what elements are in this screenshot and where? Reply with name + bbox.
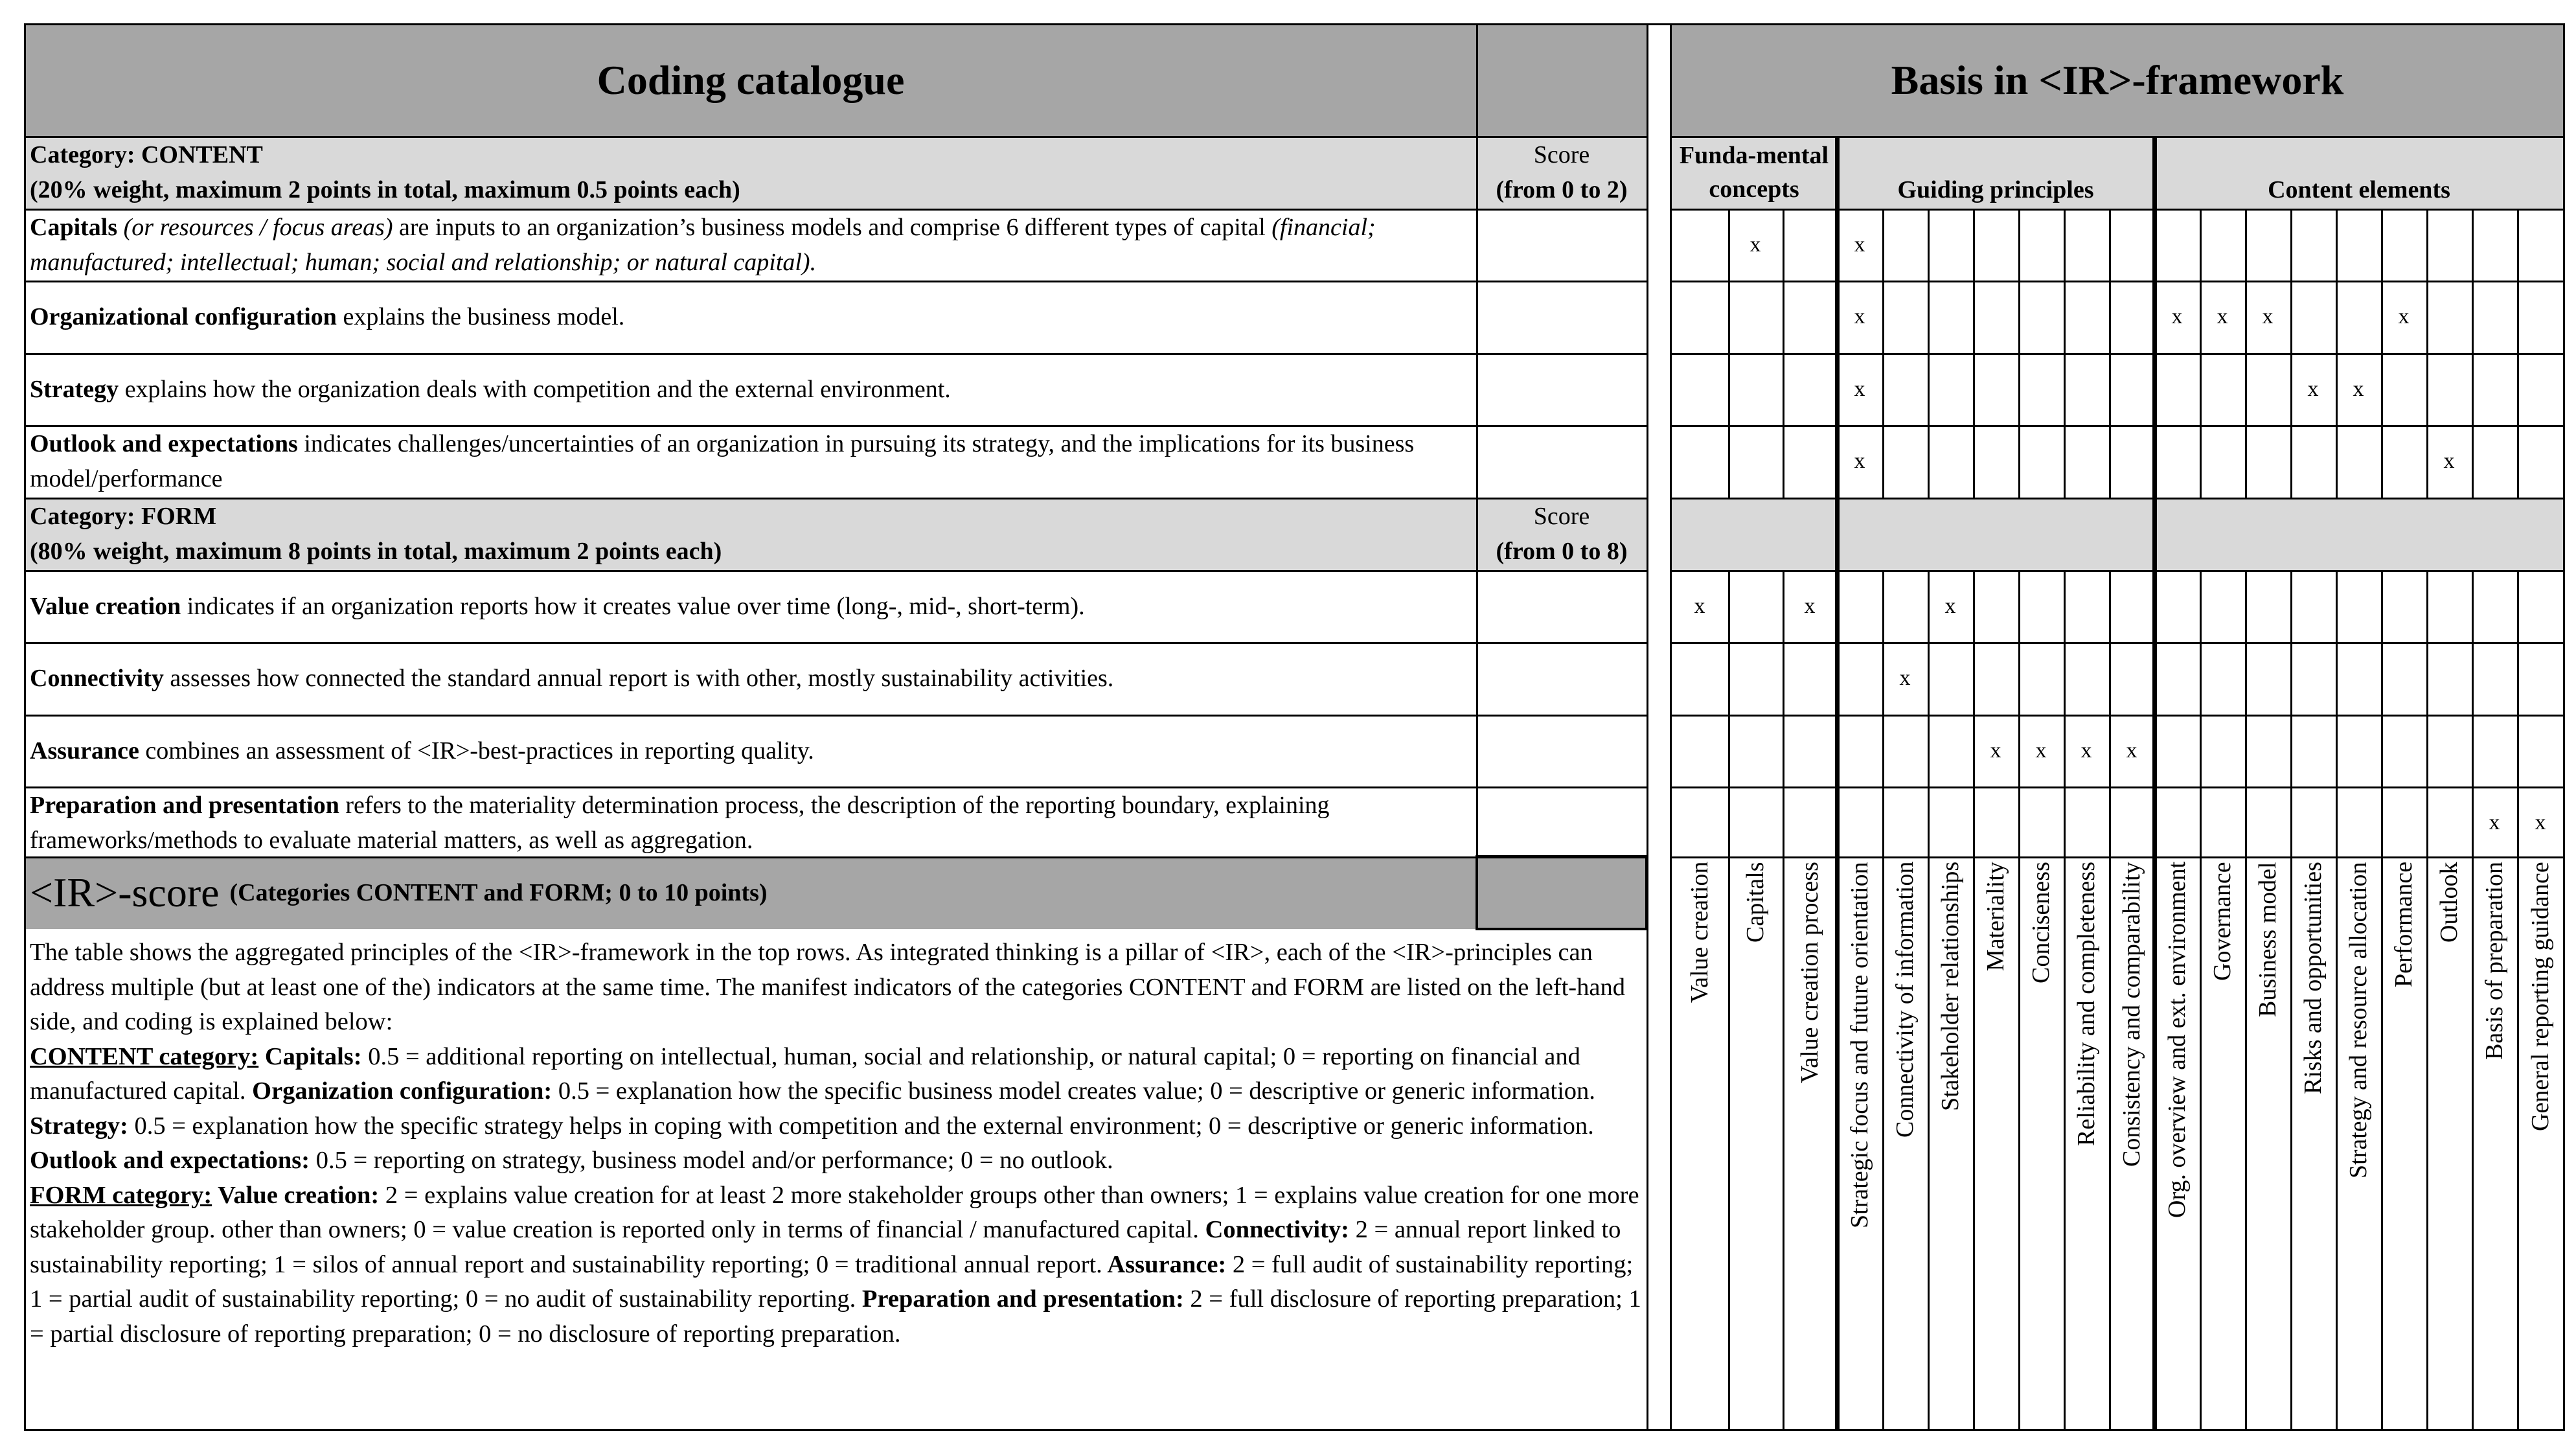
grid-line (25, 498, 1647, 499)
form-content-gray (2154, 498, 2564, 570)
indicator-text (30, 299, 624, 334)
grid-line (1835, 136, 1840, 1430)
column-label: Org. overview and ext. environment (2163, 862, 2191, 1219)
grid-line (1671, 353, 2564, 355)
coding-rule-label: Assurance: (1102, 1250, 1227, 1278)
grid-line (1783, 570, 1784, 1430)
coding-rule-label: Outlook and expectations: (30, 1147, 310, 1174)
coding-rule-label: Value creation: (212, 1181, 380, 1209)
grid-line (1671, 715, 2564, 717)
grid-line (25, 642, 1647, 644)
framework-mark: x (2080, 738, 2092, 763)
grid-line (2064, 209, 2066, 498)
grid-line (25, 281, 1647, 282)
indicator-name: Preparation and presentation (30, 792, 339, 820)
framework-mark: x (2398, 304, 2410, 329)
grid-line (1647, 23, 1648, 1431)
framework-mark: x (2035, 738, 2047, 763)
column-label: Outlook (2435, 862, 2463, 943)
content-score-cell-2[interactable] (1477, 281, 1647, 354)
framework-mark: x (2489, 810, 2500, 835)
coding-rule-text: 2 = annual report linked to sustainability reporting; 1 = silos of annual report and sustainability reporting; 0 = traditional annual report. (30, 1216, 1621, 1278)
grid-line (2472, 570, 2474, 1430)
coding-rule-label: Organization configuration: (245, 1077, 553, 1105)
content-category-header (25, 136, 1477, 209)
grid-line (2426, 570, 2428, 1430)
framework-mark: x (1990, 738, 2001, 763)
form-score-range: (from 0 to 8) (1496, 538, 1628, 565)
framework-mark: x (1854, 449, 1865, 474)
content-indicator-1 (25, 209, 1477, 281)
content-category-weight: (20% weight, maximum 2 points in total, maximum 0.5 points each) (30, 176, 740, 203)
framework-mark: x (2443, 449, 2455, 474)
content-category-title: Category: CONTENT (30, 141, 263, 168)
grid-line (24, 23, 26, 1431)
column-label: Risks and opportunities (2299, 862, 2327, 1094)
column-label: Performance (2390, 862, 2417, 988)
form-score-header (1477, 498, 1647, 570)
grid-line (2517, 570, 2519, 1430)
column-label: General reporting guidance (2527, 862, 2554, 1131)
framework-mark: x (2307, 376, 2319, 401)
coding-rule-text: 2 = full audit of sustainability reporting; 1 = partial audit of sustainability reporting; 0 = no audit of sustainability reporting. (30, 1250, 1634, 1313)
form-score-cell-2[interactable] (1477, 643, 1647, 715)
grid-line (1882, 570, 1884, 1430)
grid-line (2563, 23, 2565, 1431)
indicator-text (30, 210, 1468, 280)
framework-mark: x (1944, 593, 1956, 618)
grid-line (2472, 209, 2474, 498)
framework-mark: x (1694, 593, 1705, 618)
grid-line (1671, 642, 2564, 644)
framework-mark: x (1854, 304, 1865, 329)
form-guiding-gray (1837, 498, 2154, 570)
grid-line (25, 786, 1647, 788)
framework-mark: x (2171, 304, 2183, 329)
column-label: Governance (2209, 862, 2236, 981)
grid-line (2245, 570, 2247, 1430)
indicator-text (30, 733, 814, 768)
content-indicator-2 (25, 281, 1477, 354)
indicator-text (30, 589, 1085, 624)
grid-line (2245, 209, 2247, 498)
indicator-text (30, 788, 1468, 858)
form-category-heading: FORM category: (30, 1181, 212, 1209)
grid-line (2064, 570, 2066, 1430)
grid-line (25, 209, 1647, 211)
coding-rule-text: 2 = full disclosure of reporting preparation; 1 = partial disclosure of reporting preparation; 0 = no disclosure of reporting preparation. (30, 1285, 1641, 1348)
grid-line (2109, 570, 2111, 1430)
ir-score-cell[interactable] (1476, 855, 1648, 930)
grid-line (25, 425, 1647, 427)
grid-line (1973, 570, 1975, 1430)
grid-line (25, 856, 1647, 858)
grid-line (25, 23, 2565, 25)
indicator-name: Organizational configuration (30, 303, 337, 331)
grid-line (2200, 209, 2202, 498)
form-score-label: Score (1533, 503, 1590, 530)
grid-line (1728, 209, 1730, 498)
content-category-heading: CONTENT category: (30, 1042, 259, 1070)
coding-rule-label: Strategy: (30, 1112, 128, 1140)
coding-rule-label: Connectivity: (1198, 1216, 1349, 1243)
fundamental-concepts-label: Funda-mental concepts (1679, 142, 1829, 203)
indicator-text (30, 372, 951, 407)
form-indicator-4 (25, 787, 1477, 860)
grid-line (2336, 570, 2338, 1430)
grid-line (1671, 425, 2564, 427)
column-label: Materiality (1982, 862, 2009, 971)
content-score-cell-1[interactable] (1477, 209, 1647, 281)
grid-line (1476, 23, 1478, 859)
form-category-title: Category: FORM (30, 503, 217, 530)
grid-line (25, 570, 1647, 572)
header-score-cell (1477, 25, 1647, 136)
form-category-header (25, 498, 1477, 570)
coding-rule-text: 0.5 = explanation how the specific business model creates value; 0 = descriptive or generic information. (552, 1077, 1595, 1105)
grid-line (1928, 209, 1930, 498)
content-score-label: Score (1533, 141, 1590, 168)
content-score-cell-4[interactable] (1477, 426, 1647, 498)
indicator-name: Connectivity (30, 665, 164, 693)
content-indicator-4 (25, 426, 1477, 498)
column-label: Capitals (1742, 862, 1769, 943)
column-label: Stakeholder relationships (1937, 862, 1964, 1112)
column-label: Strategy and resource allocation (2345, 862, 2372, 1178)
grid-line (2018, 209, 2020, 498)
coding-rule-text: 0.5 = explanation how the specific strategy helps in coping with competition and the external environment; 0 = descriptive or generic information. (128, 1112, 1594, 1140)
framework-mark: x (2535, 810, 2546, 835)
grid-line (2200, 570, 2202, 1430)
grid-line (2290, 209, 2292, 498)
column-label: Strategic focus and future orientation (1846, 862, 1873, 1228)
grid-line (25, 715, 1647, 717)
grid-line (2152, 136, 2157, 1430)
form-score-cell-3[interactable] (1477, 715, 1647, 787)
framework-mark: x (2353, 376, 2364, 401)
grid-line (1671, 498, 2564, 499)
grid-line (1671, 786, 2564, 788)
coding-rule-label: Preparation and presentation: (856, 1285, 1184, 1313)
content-score-cell-3[interactable] (1477, 353, 1647, 426)
guiding-principles-header (1837, 136, 2154, 209)
column-label: Value creation (1686, 862, 1713, 1004)
form-score-cell-1[interactable] (1477, 570, 1647, 643)
framework-title: Basis in <IR>-framework (1891, 57, 2344, 103)
framework-header (1671, 25, 2564, 136)
framework-mark: x (1804, 593, 1816, 618)
column-label: Conciseness (2027, 862, 2055, 983)
framework-mark: x (2126, 738, 2137, 763)
indicator-description: are inputs to an organization’s business models and comprise 6 different types of capital (393, 213, 1272, 241)
indicator-description: explains the business model. (336, 303, 625, 331)
grid-line (2426, 209, 2428, 498)
grid-line (1670, 23, 1672, 1431)
indicator-description: explains how the organization deals with competition and the external environment. (119, 375, 951, 403)
explanation-intro: The table shows the aggregated principles of the <IR>-framework in the top rows. As integrated thinking is a pillar of <IR>, each of the <IR>-principles can address multiple (but at least one of the) indicators at the same time. The manifest indicators of the categories CONTENT and FORM are listed on the left-hand side, and coding is explained below: (30, 939, 1625, 1035)
coding-catalogue-header (25, 25, 1477, 136)
column-label: Business model (2254, 862, 2281, 1017)
explanation-text (25, 932, 1647, 1430)
grid-line (1671, 136, 2564, 138)
content-elements-label: Content elements (2268, 176, 2450, 203)
form-fundamental-gray (1671, 498, 1837, 570)
framework-mark: x (1899, 666, 1911, 691)
indicator-name: Strategy (30, 375, 119, 403)
indicator-text (30, 426, 1468, 496)
grid-line (1882, 209, 1884, 498)
grid-line (1671, 570, 2564, 572)
form-indicator-1 (25, 570, 1477, 643)
ir-score-subtitle: (Categories CONTENT and FORM; 0 to 10 points) (229, 879, 768, 906)
form-category-weight: (80% weight, maximum 8 points in total, maximum 2 points each) (30, 538, 722, 565)
coding-rule-text: 0.5 = additional reporting on intellectual, human, social and relationship, or natural capital; 0 = reporting on financial and manufactured capital. (30, 1042, 1580, 1105)
grid-line (1671, 209, 2564, 211)
content-elements-header (2154, 136, 2564, 209)
grid-line (2381, 570, 2383, 1430)
grid-line (25, 136, 1647, 138)
column-label: Reliability and completeness (2073, 862, 2100, 1147)
form-indicator-3 (25, 715, 1477, 787)
indicator-name: Value creation (30, 592, 181, 620)
indicator-description: refers to the materiality determination process, the description of the reporting boundary, explaining frameworks/methods to evaluate material matters, as well as aggregation. (30, 792, 1330, 855)
form-indicator-2 (25, 643, 1477, 715)
grid-line (2336, 209, 2338, 498)
indicator-name: Assurance (30, 737, 139, 764)
grid-line (1728, 570, 1730, 1430)
indicator-alias: (or resources / focus areas) (117, 213, 393, 241)
form-score-cell-4[interactable] (1477, 787, 1647, 860)
grid-line (2517, 209, 2519, 498)
column-label: Consistency and comparability (2118, 862, 2145, 1167)
indicator-name: Outlook and expectations (30, 430, 298, 458)
indicator-capital-types: (financial; manufactured; intellectual; human; social and relationship; or natural capital). (30, 213, 1376, 276)
indicator-text (30, 661, 1113, 696)
indicator-description: indicates if an organization reports how it creates value over time (long-, mid-, short-term). (181, 592, 1085, 620)
grid-line (1928, 570, 1930, 1430)
coding-rule-label: Capitals: (258, 1042, 362, 1070)
ir-score-row (25, 856, 1477, 929)
framework-mark: x (1854, 376, 1865, 401)
guiding-principles-label: Guiding principles (1897, 176, 2094, 203)
column-label: Basis of preparation (2481, 862, 2508, 1061)
grid-line (2290, 570, 2292, 1430)
grid-line (1783, 209, 1784, 498)
grid-line (25, 353, 1647, 355)
fundamental-concepts-header (1671, 136, 1837, 209)
column-label: Connectivity of information (1891, 862, 1919, 1138)
framework-mark: x (2217, 304, 2228, 329)
framework-mark: x (1750, 232, 1761, 257)
grid-line (1671, 281, 2564, 282)
content-score-header (1477, 136, 1647, 209)
content-indicator-3 (25, 353, 1477, 426)
coding-rule-text: 0.5 = reporting on strategy, business model and/or performance; 0 = no outlook. (310, 1147, 1113, 1174)
content-score-range: (from 0 to 2) (1496, 176, 1628, 203)
indicator-name: Capitals (30, 213, 118, 241)
column-label: Value creation process (1796, 862, 1823, 1083)
grid-line (25, 1429, 2565, 1431)
indicator-description: assesses how connected the standard annual report is with other, mostly sustainability activities. (163, 665, 1114, 693)
framework-mark: x (2262, 304, 2274, 329)
grid-line (2018, 570, 2020, 1430)
indicator-description: combines an assessment of <IR>-best-practices in reporting quality. (139, 737, 814, 764)
grid-line (2109, 209, 2111, 498)
coding-rule-text: 2 = explains value creation for at least 2 more stakeholder groups other than owners; 1 = explains value creation for one more stakeholder group. other than owners; 0 = value creation is reported only in terms of financial / manufactured capital. (30, 1181, 1639, 1243)
indicator-description: indicates challenges/uncertainties of an organization in pursuing its strategy, and the implications for its business model/performance (30, 430, 1415, 493)
ir-score-title: <IR>-score (30, 869, 220, 915)
grid-line (2381, 209, 2383, 498)
grid-line (1973, 209, 1975, 498)
coding-catalogue-title: Coding catalogue (597, 57, 905, 103)
framework-mark: x (1854, 232, 1865, 257)
grid-line (1671, 856, 2564, 858)
